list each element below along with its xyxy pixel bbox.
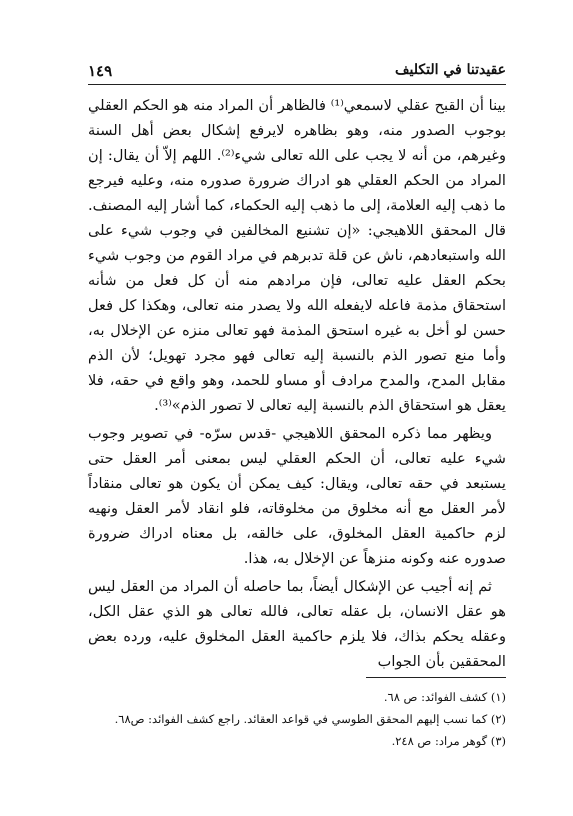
paragraph: ثم إنه أجيب عن الإشكال أيضاً، بما حاصله أن المراد من العقل ليس هو عقل الانسان، بل عقله تعالى، فالله تعالى هو الذي عقل الكل، وعقله يحكم بذاك، فلا يلزم حاكمية العقل المخلوق عليه، ورده بعض المحققين بأن الجواب (88, 578, 506, 670)
footnotes (88, 686, 506, 752)
footnote-rule (366, 677, 506, 678)
footnote: (٣) گوهر مراد: ص ٢٤٨. (391, 734, 506, 748)
body-text (88, 93, 506, 677)
paragraph: ويظهر مما ذكره المحقق اللاهيجي -قدس سرّه- في تصوير وجوب شيء عليه تعالى، أن الحكم العقلي ليس بمعنى أمر العقل حتى يستبعد في حقه تعالى، ويقال: كيف يمكن أن يكون هو تعالى منقاداً لأمر العقل مع أنه مخلوق من مخلوقاته، فلو انقاد لأمر العقل ونهيه لزم حاكمية العقل المخلوق، على خالقه، بل معناه ادراك ضرورة صدوره عنه وكونه منزهاً عن الإخلال به، هذا. (88, 425, 506, 567)
page-header (88, 62, 506, 84)
running-title: عقيدتنا في التكليف (395, 62, 506, 78)
footnote: (١) كشف الفوائد: ص ٦٨. (383, 690, 506, 704)
footnote: (٢) كما نسب إليهم المحقق الطوسي في قواعد العقائد. راجع كشف الفوائد: ص٦٨. (114, 712, 506, 726)
paragraph: بينا أن القبح عقلي لاسمعي⁽¹⁾ فالظاهر أن المراد منه هو الحكم العقلي بوجوب الصدور منه، وهو بظاهره لايرفع إشكال بعض أهل السنة وغيرهم، من أنه لا يجب على الله تعالى شيء⁽²⁾. اللهم إلاّ أن يقال: إن المراد من الحكم العقلي هو ادراك ضرورة صدوره منه، وعليه فيرجع ما ذهب إليه العلامة، إلى ما ذهب إليه الحكماء، كما أشار إليه المصنف. قال المحقق اللاهيجي: «إن تشنيع المخالفين في وجوب شيء على الله واستبعادهم، ناش عن قلة تدبرهم في مراد القوم من وجوب شيء بحكم العقل عليه تعالى، فإن مرادهم منه أن كل فعل من شأنه استحقاق مذمة فاعله لايفعله الله ولا يصدر منه تعالى، وهكذا كل فعل حسن لو أخل به غيره استحق المذمة فهو تعالى منزه عن الإخلال به، وأما منع تصور الذم بالنسبة إليه تعالى فهو مجرد تهويل؛ لأن الذم مقابل المدح، والمدح مرادف أو مساو للحمد، وهو واقع في حقه، فلا يعقل هو استحقاق الذم بالنسبة إليه تعالى لا تصور الذم»⁽³⁾. (88, 97, 506, 414)
page-number: ١٤٩ (88, 62, 113, 80)
header-rule (88, 84, 506, 85)
